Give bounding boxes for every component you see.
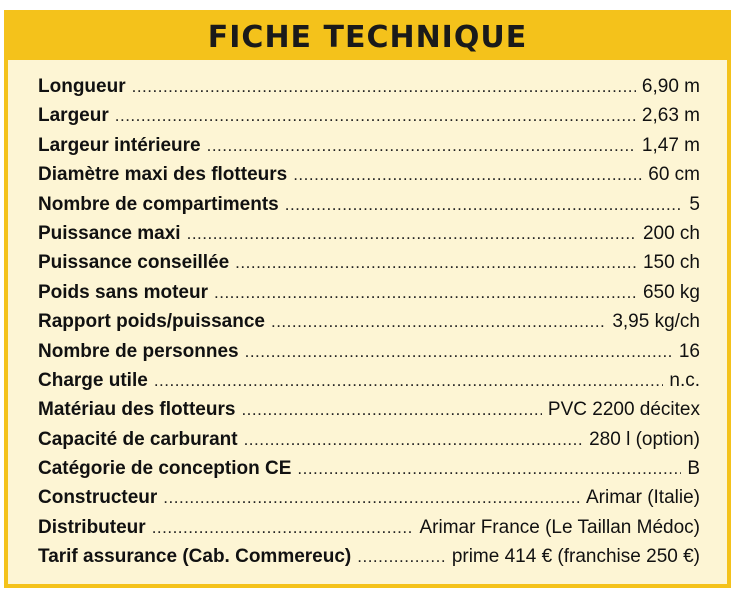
spec-row-compartiments — [38, 194, 700, 223]
spec-value: 1,47 m — [641, 134, 700, 156]
spec-value: 150 ch — [642, 252, 700, 274]
spec-label: Poids sans moteur — [38, 281, 208, 303]
spec-label: Nombre de personnes — [38, 340, 239, 362]
spec-row-capacite-carburant — [38, 429, 700, 458]
spec-value: Arimar France (Le Taillan Médoc) — [419, 516, 700, 538]
spec-row-categorie-ce — [38, 458, 700, 487]
spec-label: Diamètre maxi des flotteurs — [38, 164, 288, 186]
spec-value: 5 — [689, 193, 700, 215]
dot-leader — [245, 342, 673, 362]
spec-label: Matériau des flotteurs — [38, 399, 236, 421]
dot-leader — [235, 253, 637, 273]
spec-row-nombre-personnes — [38, 341, 700, 370]
spec-row-constructeur — [38, 487, 700, 516]
spec-value: 6,90 m — [641, 76, 700, 97]
spec-label: Rapport poids/puissance — [38, 311, 265, 333]
spec-list — [38, 76, 700, 576]
dot-leader — [285, 195, 684, 215]
spec-label: Largeur intérieure — [38, 134, 201, 156]
spec-label: Longueur — [38, 76, 126, 97]
dot-leader — [357, 547, 446, 567]
spec-row-longueur — [38, 76, 700, 105]
spec-value: 16 — [678, 340, 700, 362]
dot-leader — [115, 106, 636, 126]
spec-label: Largeur — [38, 105, 109, 127]
dot-leader — [163, 488, 580, 508]
dot-leader — [187, 224, 637, 244]
spec-value: 3,95 kg/ch — [612, 311, 700, 333]
spec-label: Charge utile — [38, 369, 148, 391]
spec-value: 280 l (option) — [589, 428, 700, 450]
spec-row-diametre-flotteurs — [38, 164, 700, 193]
spec-value: B — [687, 458, 700, 480]
spec-value: 650 kg — [642, 281, 700, 303]
dot-leader — [241, 400, 541, 420]
spec-row-materiau-flotteurs — [38, 399, 700, 428]
spec-row-tarif-assurance — [38, 546, 700, 575]
spec-label: Distributeur — [38, 516, 146, 538]
spec-row-poids-sans-moteur — [38, 282, 700, 311]
spec-label: Constructeur — [38, 487, 158, 509]
dot-leader — [293, 165, 642, 185]
spec-label: Puissance maxi — [38, 222, 181, 244]
dot-leader — [132, 77, 636, 97]
spec-value: prime 414 € (franchise 250 €) — [451, 546, 700, 568]
spec-label: Nombre de compartiments — [38, 193, 279, 215]
spec-row-largeur — [38, 105, 700, 134]
spec-sheet-title: FICHE TECHNIQUE — [207, 19, 528, 55]
dot-leader — [207, 136, 636, 156]
spec-row-distributeur — [38, 517, 700, 546]
spec-label: Capacité de carburant — [38, 428, 238, 450]
spec-value: 60 cm — [648, 164, 700, 186]
spec-row-largeur-interieure — [38, 135, 700, 164]
spec-value: Arimar (Italie) — [585, 487, 700, 509]
dot-leader — [152, 518, 414, 538]
spec-sheet-header — [8, 14, 727, 60]
spec-label: Catégorie de conception CE — [38, 458, 292, 480]
dot-leader — [154, 371, 664, 391]
spec-value: 2,63 m — [641, 105, 700, 127]
spec-row-puissance-conseillee — [38, 252, 700, 281]
spec-row-charge-utile — [38, 370, 700, 399]
spec-sheet-card — [4, 10, 731, 588]
spec-value: n.c. — [669, 369, 700, 391]
spec-value: 200 ch — [642, 222, 700, 244]
dot-leader — [244, 430, 584, 450]
dot-leader — [297, 459, 681, 479]
spec-label: Puissance conseillée — [38, 252, 230, 274]
dot-leader — [271, 312, 606, 332]
spec-label: Tarif assurance (Cab. Commereuc) — [38, 546, 352, 568]
spec-row-puissance-maxi — [38, 223, 700, 252]
dot-leader — [214, 283, 637, 303]
spec-value: PVC 2200 décitex — [547, 399, 700, 421]
spec-row-rapport-poids-puissance — [38, 311, 700, 340]
